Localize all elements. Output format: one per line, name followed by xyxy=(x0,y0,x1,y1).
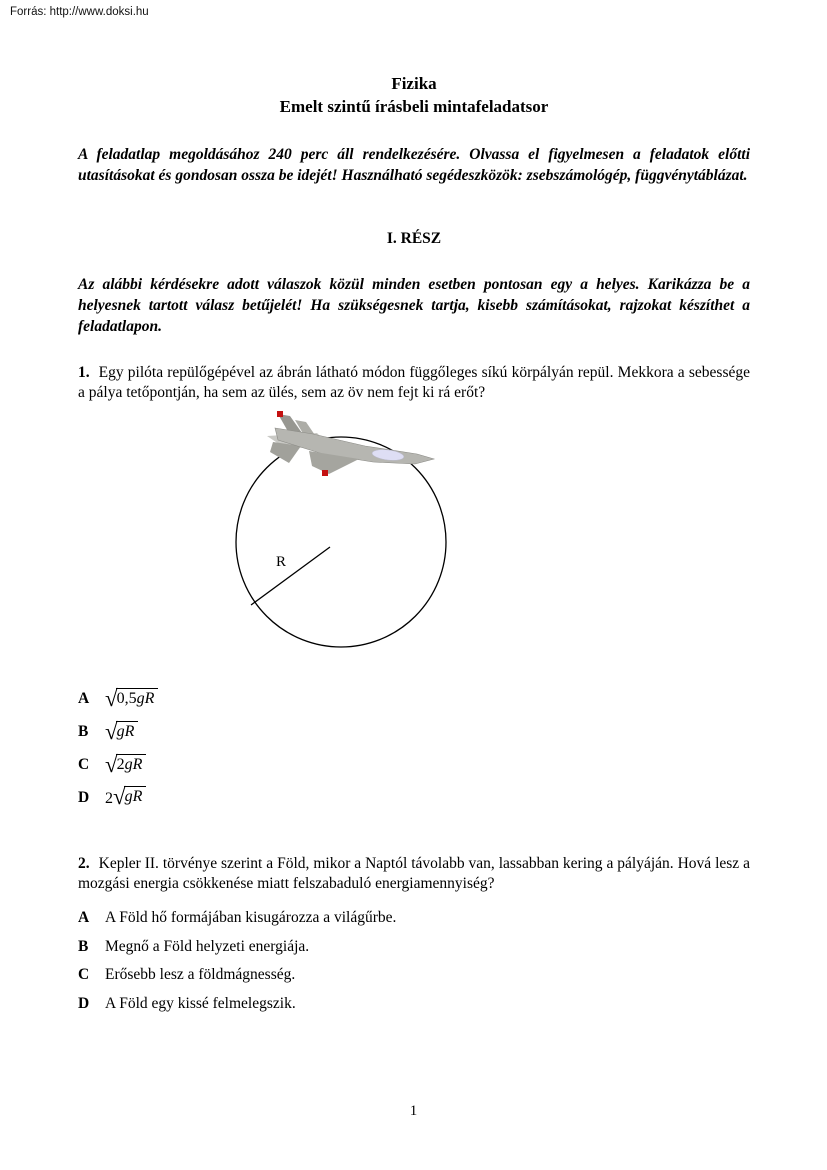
q2-options xyxy=(78,908,750,1013)
page-number: 1 xyxy=(409,1103,418,1119)
question-2-number: 2. xyxy=(78,855,90,872)
q1-option-a xyxy=(78,686,750,711)
airplane-illustration xyxy=(267,411,434,476)
part1-heading: I. RÉSZ xyxy=(386,230,442,247)
q1-option-a-label: A xyxy=(78,689,90,707)
title-line-1: Fizika xyxy=(391,74,437,93)
part1-instructions: Az alábbi kérdésekre adott válaszok közül minden esetben pontosan egy a helyes. Karikázza be a helyesnek tartott válasz betűjelét! Ha szükségesnek tartja, kisebb számításokat, rajzokat készíthet a feladatlapon. xyxy=(78,276,750,335)
q2-option-d-text: A Föld egy kissé felmelegszik. xyxy=(105,994,296,1012)
q2-option-c xyxy=(78,965,750,984)
radical-sign: √ xyxy=(113,784,126,809)
q2-option-c-label: C xyxy=(78,966,90,983)
q2-option-d xyxy=(78,994,750,1013)
q1-option-b-formula: √ gR xyxy=(105,721,138,743)
question-1-text: Egy pilóta repülőgépével az ábrán látható módon függőleges síkú körpályán repül. Mekkora a sebessége a pálya tetőpontján, ha sem az ülés, sem az öv nem fejt ki rá erőt? xyxy=(78,364,750,401)
q1-option-c-formula: √ 2gR xyxy=(105,754,146,776)
q2-option-b-text: Megnő a Föld helyzeti energiája. xyxy=(105,937,310,955)
q2-option-c-text: Erősebb lesz a földmágnesség. xyxy=(105,966,296,983)
question-1 xyxy=(78,363,750,402)
radical-sign: √ xyxy=(105,718,118,744)
radius-label: R xyxy=(276,554,287,570)
radius-line xyxy=(251,547,330,605)
q2-option-a-label: A xyxy=(78,909,90,926)
q1-option-b xyxy=(78,719,750,744)
circular-path-diagram xyxy=(180,405,640,673)
document-title xyxy=(78,72,750,118)
q1-option-d-label: D xyxy=(78,788,90,806)
q1-option-b-label: B xyxy=(78,722,89,740)
q1-option-c-label: C xyxy=(78,755,90,773)
q2-option-a xyxy=(78,908,750,927)
flight-path-circle xyxy=(236,437,446,647)
jet-tail-red-tip xyxy=(277,411,283,417)
q1-options xyxy=(78,686,750,810)
title-line-2: Emelt szintű írásbeli mintafeladatsor xyxy=(279,97,549,116)
radical-sign: √ xyxy=(105,751,118,777)
question-1-number: 1. xyxy=(78,364,90,381)
q1-option-d xyxy=(78,785,750,810)
q1-option-d-formula: 2 √ gR xyxy=(105,786,146,809)
q1-option-c xyxy=(78,752,750,777)
question-2 xyxy=(78,854,750,893)
q1-option-a-formula: √ 0,5gR xyxy=(105,688,158,710)
question-2-text: Kepler II. törvénye szerint a Föld, mikor a Naptól távolabb van, lassabban kering a pályáján. Hová lesz a mozgási energia csökkenése miatt felszabaduló energiamennyiség? xyxy=(78,855,750,892)
q2-option-b-label: B xyxy=(78,937,89,955)
source-url-line: Forrás: http://www.doksi.hu xyxy=(10,6,149,18)
q2-option-b xyxy=(78,937,750,956)
q2-option-d-label: D xyxy=(78,994,90,1012)
jet-wing-red-tip xyxy=(322,470,328,476)
q2-option-a-text: A Föld hő formájában kisugározza a világűrbe. xyxy=(105,909,397,926)
exam-instructions: A feladatlap megoldásához 240 perc áll rendelkezésére. Olvassa el figyelmesen a feladatok előtti utasításokat és gondosan ossza be idejét! Használható segédeszközök: zsebszámológép, függvénytáblázat. xyxy=(78,146,750,184)
radical-sign: √ xyxy=(105,685,118,711)
q1-figure xyxy=(180,405,640,673)
